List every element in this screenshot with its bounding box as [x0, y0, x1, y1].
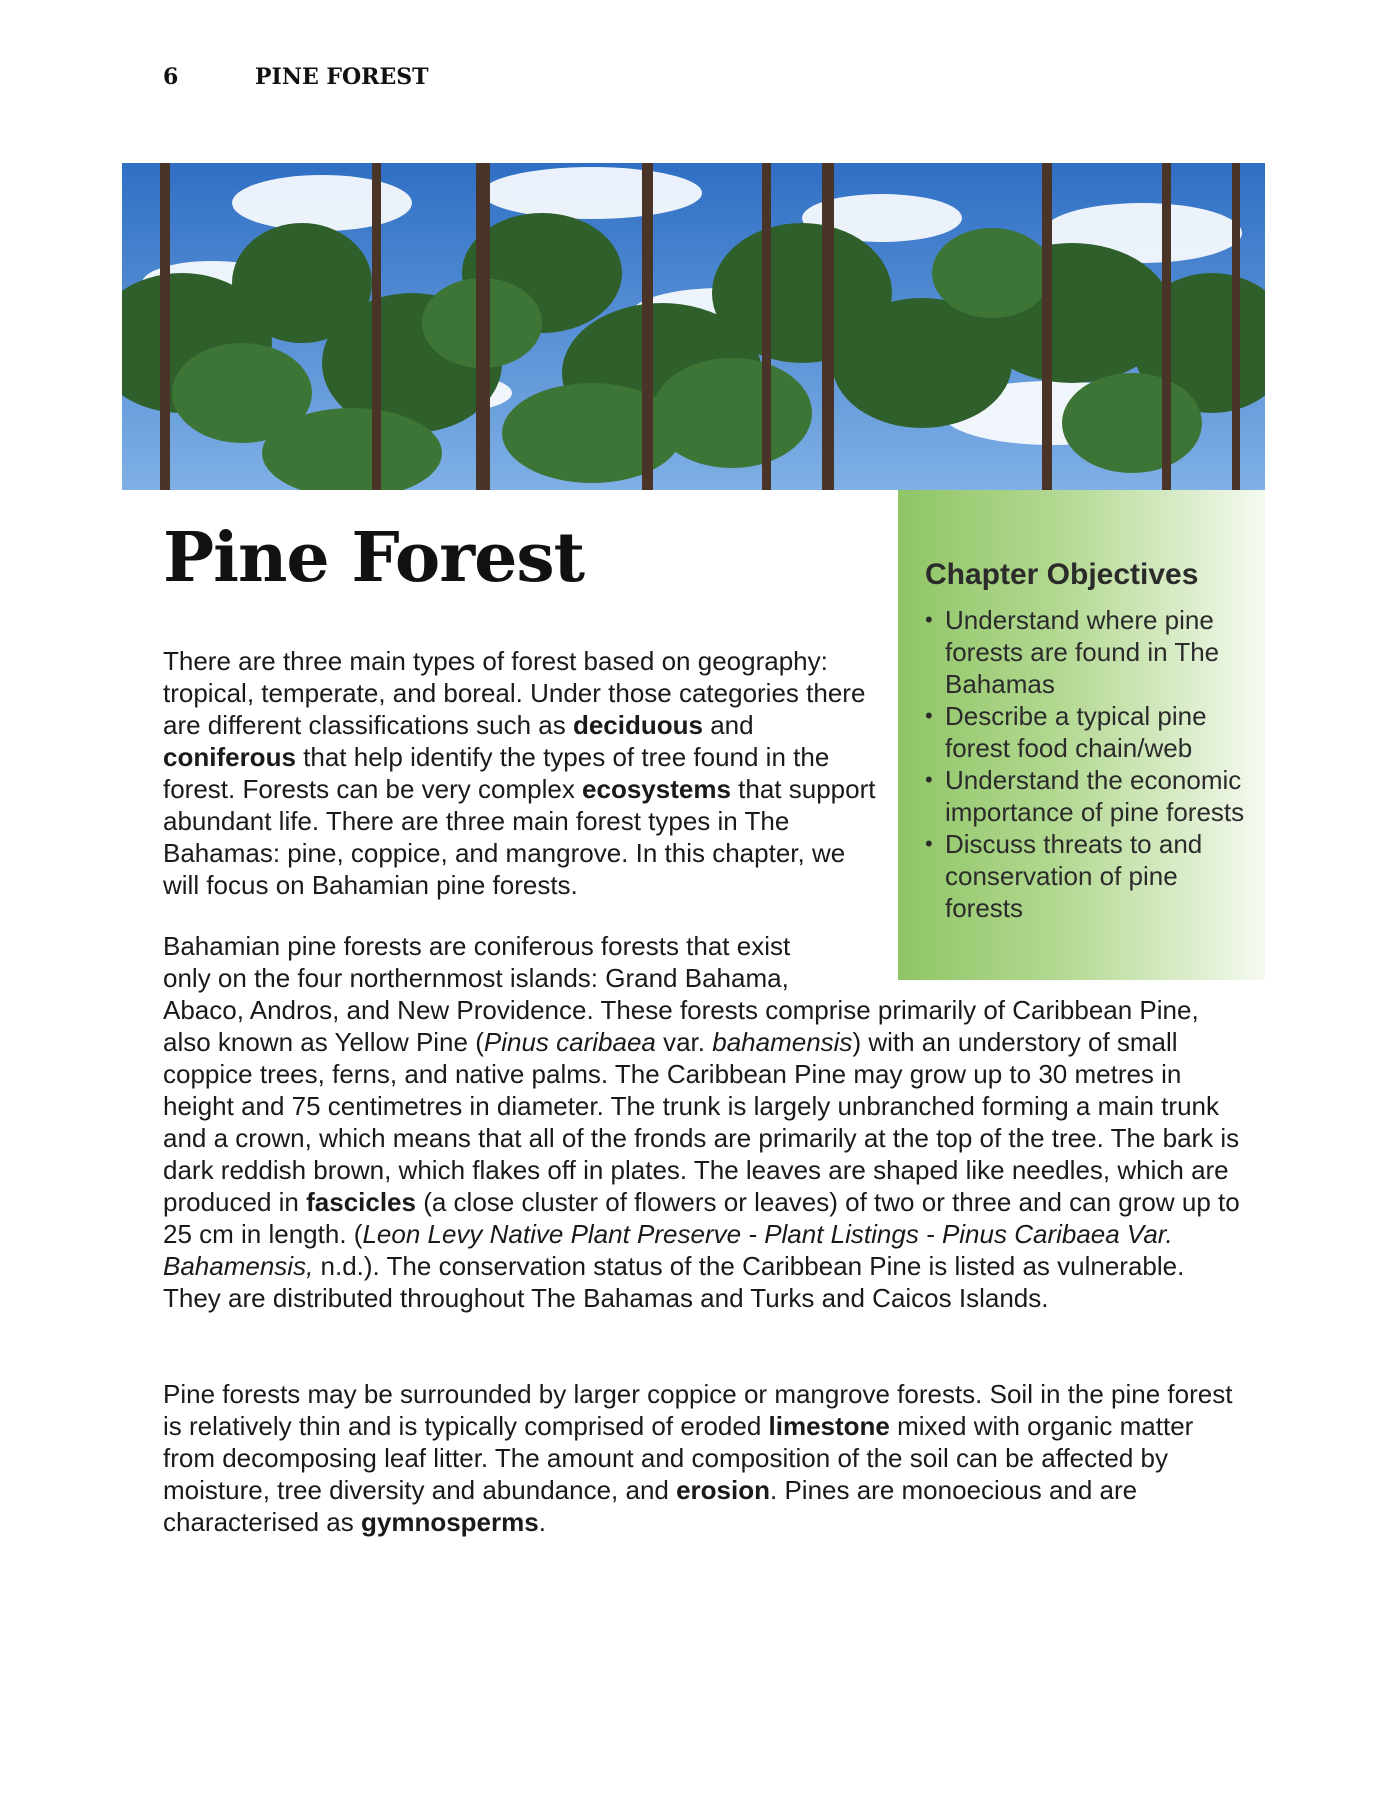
objective-item: • Understand the economic importance of pine forests [925, 764, 1255, 828]
term-coniferous: coniferous [163, 742, 296, 772]
objective-item: • Describe a typical pine forest food chain/web [925, 700, 1255, 764]
term-gymnosperms: gymnosperms [360, 1507, 539, 1537]
objective-item: • Discuss threats to and conservation of pine forests [925, 828, 1255, 924]
pine-forest-photo [122, 163, 1265, 490]
term-fascicles: fascicles [306, 1187, 416, 1217]
objective-item: • Understand where pine forests are found in The Bahamas [925, 604, 1255, 700]
running-title: PINE FOREST [255, 64, 429, 90]
running-header [163, 64, 428, 90]
variety-name: bahamensis [712, 1027, 853, 1057]
term-deciduous: deciduous [572, 710, 703, 740]
species-name: Pinus caribaea [483, 1027, 656, 1057]
paragraph-bahamian-pine: Bahamian pine forests are coniferous forests that exist only on the four northernmost islands: Grand Bahama, Abaco, Andros, and New Providence. These forests comprise primarily of Caribbean Pine, also known as Yellow Pine (Pinus caribaea var. bahamensis) with an understory of small coppice trees, ferns, and native palms. The Caribbean Pine may grow up to 30 metres in height and 75 centimetres in diameter. The trunk is largely unbranched forming a main trunk and a crown, which means that all of the fronds are primarily at the top of the tree. The bark is dark reddish brown, which flakes off in plates. The leaves are shaped like needles, which are produced in fascicles (a close cluster of flowers or leaves) of two or three and can grow up to 25 cm in length. (Leon Levy Native Plant Preserve - Plant Listings - Pinus Caribaea Var. Bahamensis, n.d.). The conservation status of the Caribbean Pine is listed as vulnerable. They are distributed throughout The Bahamas and Turks and Caicos Islands. [163, 930, 1243, 1314]
objectives-wrap-spacer [803, 930, 1243, 994]
page-number: 6 [163, 64, 179, 90]
citation-title: Leon Levy Native Plant Preserve - Plant Listings - Pinus Caribaea Var. Bahamensis, [163, 1219, 1173, 1281]
page-title: Pine Forest [163, 518, 585, 598]
chapter-objectives-box [898, 490, 1265, 980]
objectives-heading: Chapter Objectives [925, 558, 1199, 591]
term-erosion: erosion [676, 1475, 771, 1505]
paragraph-intro: There are three main types of forest based on geography: tropical, temperate, and boreal. Under those categories there are different classifications such as deciduous and coniferous that help identify the types of tree found in the forest. Forests can be very complex ecosystems that support abundant life. There are three main forest types in The Bahamas: pine, coppice, and mangrove. In this chapter, we will focus on Bahamian pine forests. [163, 646, 876, 900]
term-ecosystems: ecosystems [582, 774, 731, 804]
paragraph-soil: Pine forests may be surrounded by larger coppice or mangrove forests. Soil in the pine forest is relatively thin and is typically comprised of eroded limestone mixed with organic matter from decomposing leaf litter. The amount and composition of the soil can be affected by moisture, tree diversity and abundance, and erosion. Pines are monoecious and are characterised as gymnosperms. [163, 1379, 1233, 1537]
objectives-list [925, 604, 1255, 924]
term-limestone: limestone [768, 1411, 890, 1441]
